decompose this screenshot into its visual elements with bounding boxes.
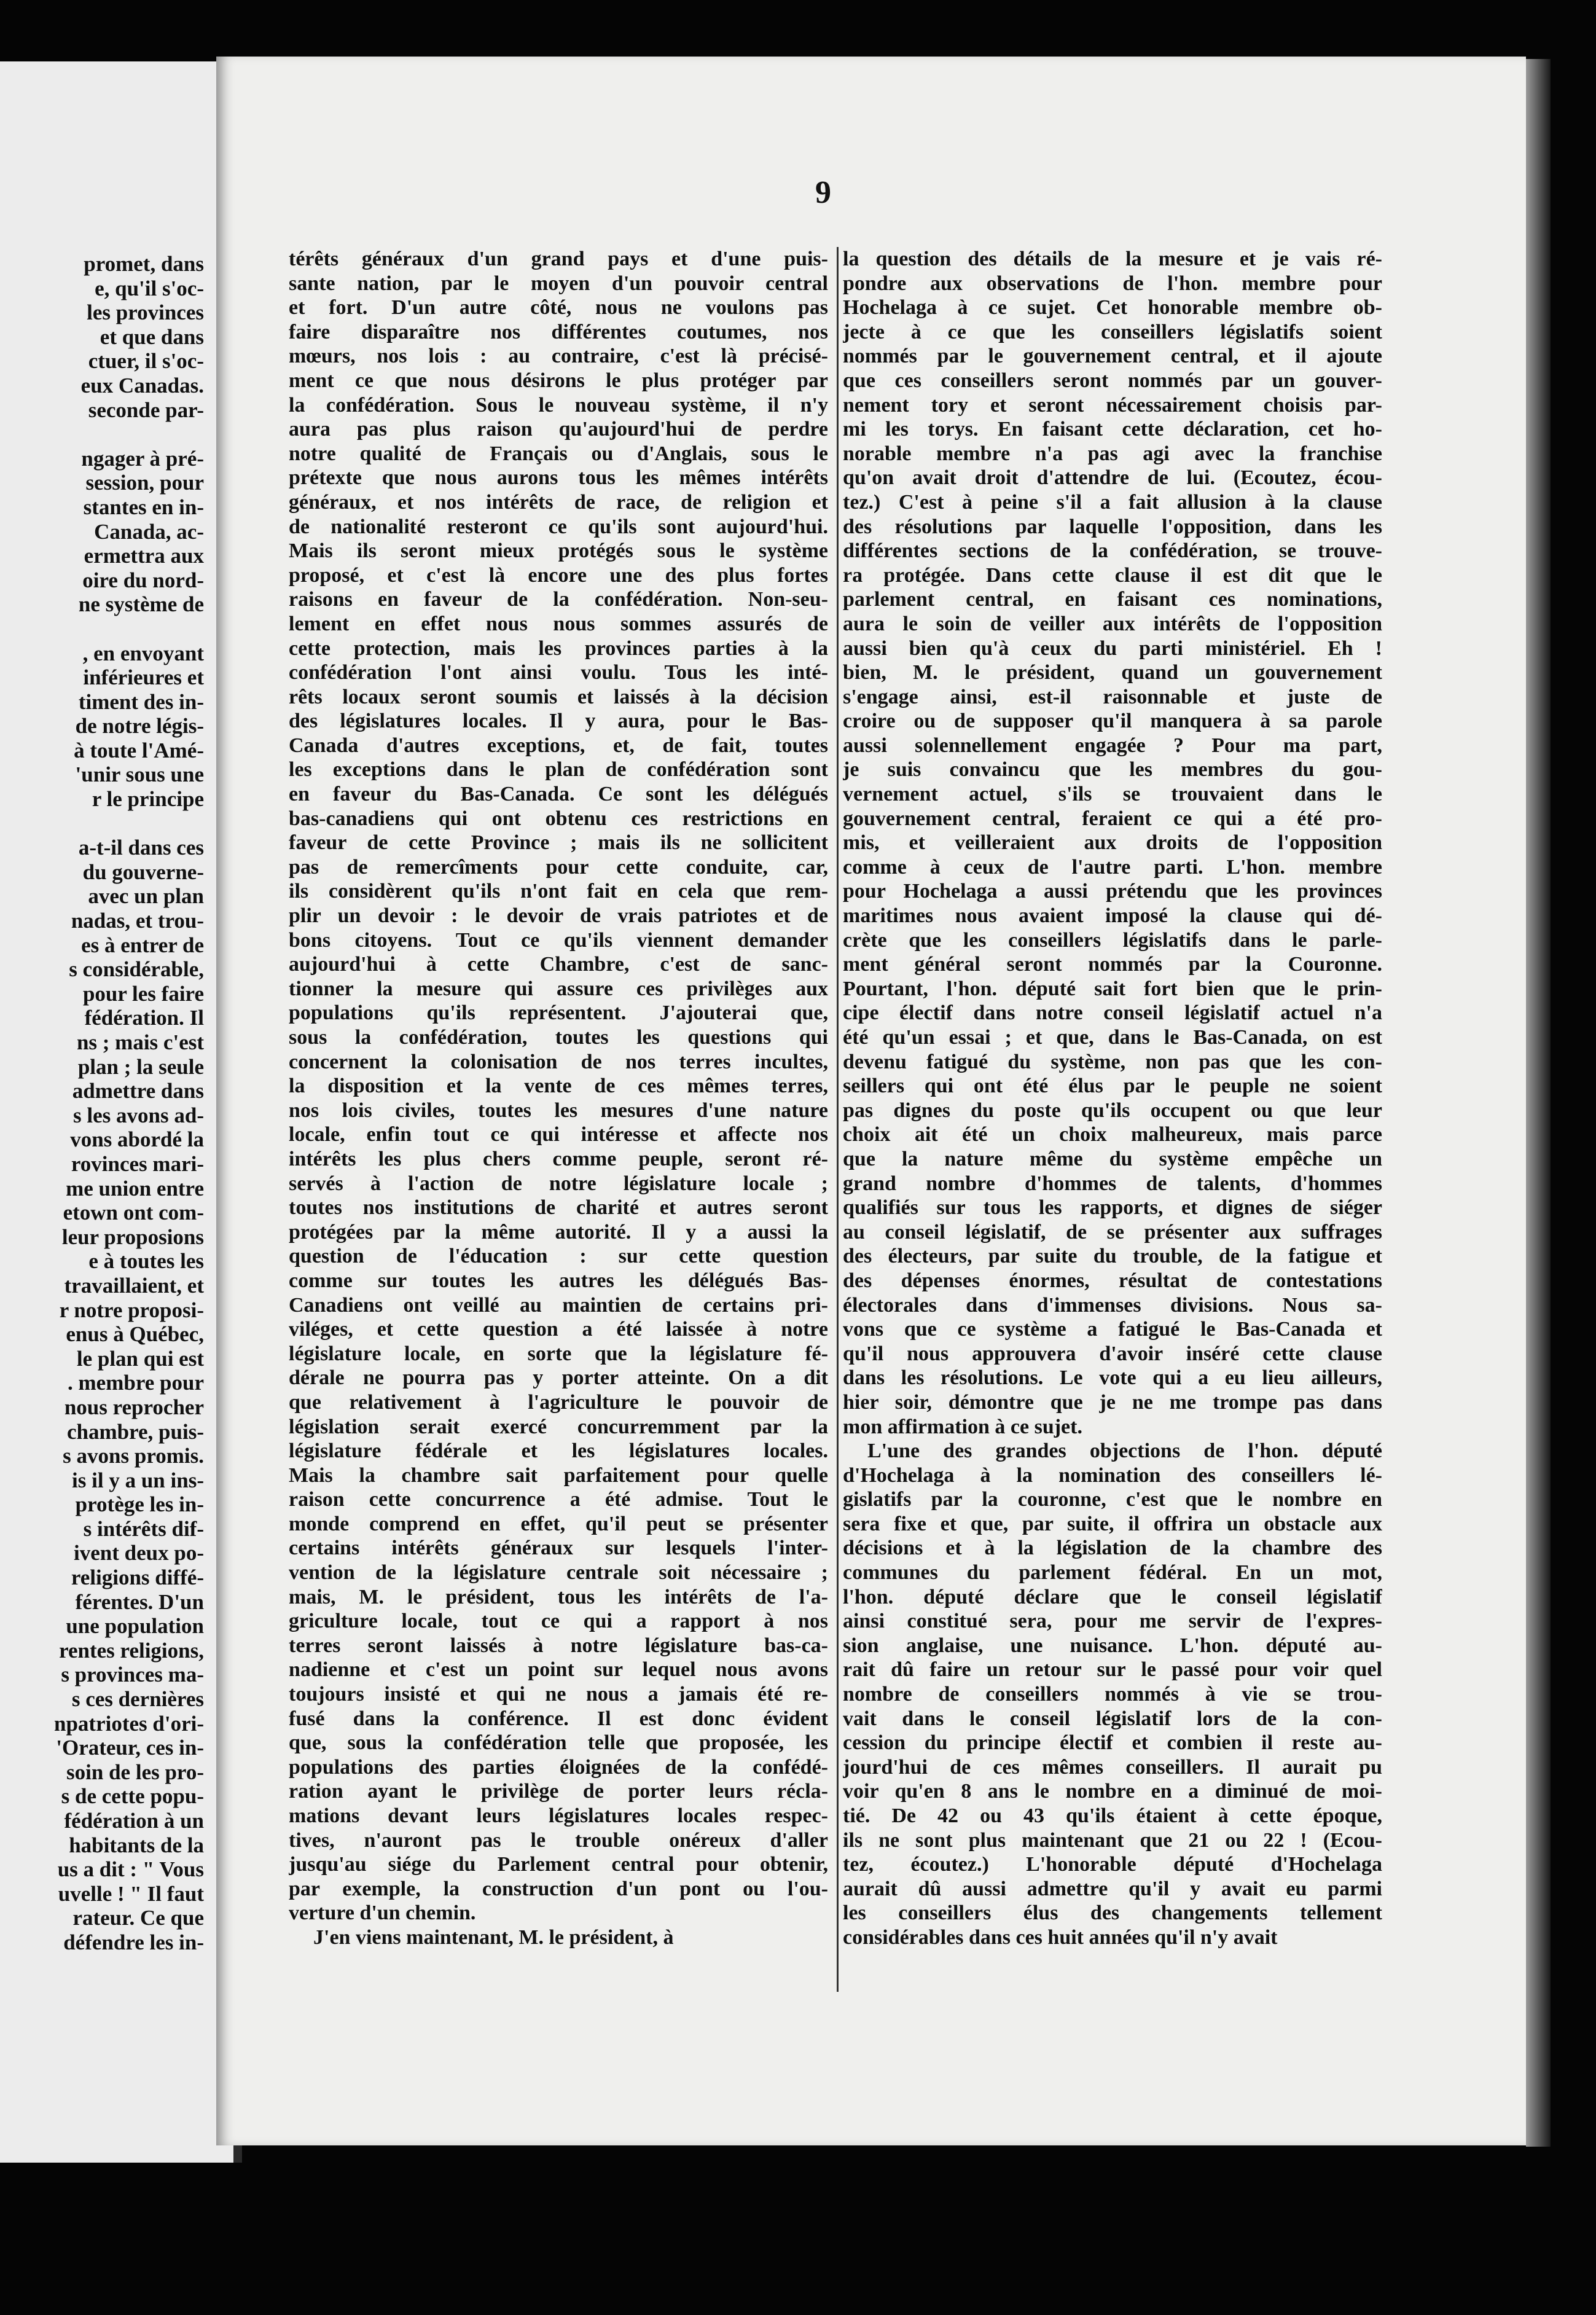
previous-page-line: s intérêts dif-	[83, 1516, 204, 1541]
text-line: qu'on avait droit d'attendre de lui. (Ecoutez, écou-	[843, 466, 1382, 490]
text-line: pondre aux observations de l'hon. membre pour	[843, 272, 1382, 295]
text-line: cipe électif dans notre conseil législatif actuel n'a	[843, 1001, 1382, 1025]
text-line: concernent la colonisation de nos terres incultes,	[289, 1050, 828, 1073]
text-line: nement tory et seront nécessairement choisis par-	[843, 393, 1382, 417]
previous-page-line: défendre les in-	[63, 1930, 204, 1954]
text-line: de nationalité resteront ce qu'ils sont aujourd'hui.	[289, 515, 828, 538]
previous-page-line: les provinces	[87, 300, 204, 325]
text-line: terres seront laissés à notre législature bas-ca-	[289, 1634, 828, 1657]
previous-page-line: soin de les pro-	[66, 1760, 204, 1784]
previous-page-line: s les avons ad-	[73, 1103, 204, 1127]
text-line: ment ce que nous désirons le plus protéger par	[289, 369, 828, 392]
page-number: 9	[815, 175, 831, 210]
previous-page-line: travaillaient, et	[64, 1273, 204, 1298]
text-line: et fort. D'un autre côté, nous ne voulons pas	[289, 296, 828, 319]
text-line: sante nation, par le moyen d'un pouvoir central	[289, 272, 828, 295]
previous-page-line: s provinces ma-	[61, 1663, 204, 1687]
previous-page-text-fragment	[1, 252, 204, 1955]
previous-page-line: fédération à un	[64, 1809, 204, 1833]
text-line: que relativement à l'agriculture le pouvoir de	[289, 1390, 828, 1414]
text-line: que ces conseillers seront nommés par un gouver-	[843, 369, 1382, 392]
text-line: viléges, et cette question a été laissée à notre	[289, 1318, 828, 1341]
text-line: confédération l'ont ainsi voulu. Tous les inté-	[289, 661, 828, 684]
previous-page-line: es à entrer de	[81, 933, 204, 957]
previous-page-line	[1, 617, 204, 641]
text-line: ration ayant le privilège de porter leurs récla-	[289, 1780, 828, 1803]
previous-page-line: ermettra aux	[84, 544, 204, 568]
text-line: en faveur du Bas-Canada. Ce sont les délégués	[289, 783, 828, 806]
previous-page-line: npatriotes d'ori-	[53, 1711, 204, 1736]
text-line: législature locale, en sorte que la législature fé-	[289, 1342, 828, 1365]
text-line: dérale ne pourra pas y porter atteinte. On a dit	[289, 1366, 828, 1390]
text-line: nadienne et c'est un point sur lequel nous avons	[289, 1658, 828, 1682]
previous-page-line: ctuer, il s'oc-	[88, 349, 204, 374]
previous-page-line: protège les in-	[75, 1492, 204, 1517]
text-line: servés à l'action de notre législature locale ;	[289, 1172, 828, 1195]
text-line: térêts généraux d'un grand pays et d'une puis-	[289, 248, 828, 270]
previous-page-line: us a dit : " Vous	[57, 1857, 204, 1882]
text-line: mi les torys. En faisant cette déclaration, cet ho-	[843, 418, 1382, 441]
right-column	[843, 247, 1382, 1950]
text-line: vernement actuel, s'ils se trouvaient dans le	[843, 783, 1382, 806]
text-line: tionner la mesure qui assure ces privilèges aux	[289, 977, 828, 1000]
previous-page-line: r le principe	[92, 787, 204, 812]
text-line: lement en effet nous nous sommes assurés de	[289, 612, 828, 635]
text-line: comme à ceux de l'autre parti. L'hon. membre	[843, 855, 1382, 879]
text-line: Hochelaga à ce sujet. Cet honorable membre ob-	[843, 296, 1382, 319]
text-line: au conseil législatif, de se présenter aux suffrages	[843, 1220, 1382, 1244]
previous-page-line: oire du nord-	[82, 568, 204, 592]
column-divider	[837, 247, 839, 1992]
previous-page-line: plan ; la seule	[77, 1054, 204, 1079]
text-line: proposé, et c'est là encore une des plus fortes	[289, 563, 828, 587]
text-line: raisons en faveur de la confédération. Non-seu-	[289, 588, 828, 611]
text-line: je suis convaincu que les membres du gou-	[843, 758, 1382, 781]
text-line: législature fédérale et les législatures locales.	[289, 1440, 828, 1463]
text-line: crète que les conseillers législatifs dans le parle-	[843, 928, 1382, 952]
text-line: croire ou de supposer qu'il manquera à sa parole	[843, 710, 1382, 733]
text-line: mais, M. le président, tous les intérêts de l'a-	[289, 1585, 828, 1608]
text-line: intérêts les plus chers comme peuple, seront ré-	[289, 1147, 828, 1170]
text-line: certains intérêts généraux sur lesquels l'inter-	[289, 1537, 828, 1560]
text-line: des électeurs, par suite du trouble, de la fatigue et	[843, 1245, 1382, 1268]
text-line: par exemple, la construction d'un pont ou l'ou-	[289, 1877, 828, 1900]
previous-page-line: s de cette popu-	[61, 1784, 204, 1809]
previous-page-line: leur proposions	[61, 1224, 204, 1249]
previous-page-line: session, pour	[85, 471, 204, 495]
text-line: aura le soin de veiller aux intérêts de l'opposition	[843, 612, 1382, 635]
text-line: la disposition et la vente de ces mêmes terres,	[289, 1075, 828, 1098]
text-line: toutes nos institutions de charité et autres seront	[289, 1196, 828, 1220]
text-line: s'engage ainsi, est-il raisonnable et juste de	[843, 685, 1382, 708]
text-line: tié. De 42 ou 43 qu'ils étaient à cette époque,	[843, 1804, 1382, 1827]
text-line: gouvernement central, feraient ce qui a été pro-	[843, 807, 1382, 830]
text-line: jourd'hui de ces mêmes conseillers. Il aurait pu	[843, 1755, 1382, 1779]
text-line: raison cette concurrence a été admise. Tout le	[289, 1488, 828, 1511]
previous-page-line: fédération. Il	[84, 1006, 204, 1030]
text-line: gislatifs par la couronne, c'est que le nombre en	[843, 1488, 1382, 1511]
text-line: des dépenses énormes, résultat de contestations	[843, 1269, 1382, 1292]
previous-page-line: eux Canadas.	[80, 373, 204, 398]
text-line: dans les résolutions. Le vote qui a eu lieu ailleurs,	[843, 1366, 1382, 1390]
text-line: monde comprend en effet, qu'il peut se présenter	[289, 1512, 828, 1535]
text-line: Mais la chambre sait parfaitement pour quelle	[289, 1463, 828, 1487]
previous-page-line	[1, 812, 204, 836]
text-line: sion anglaise, une nuisance. L'hon. député au-	[843, 1634, 1382, 1657]
previous-page-line: a-t-il dans ces	[78, 836, 204, 860]
text-line: aurait dû aussi admettre qu'il y avait eu parmi	[843, 1877, 1382, 1900]
text-line: généraux, et nos intérêts de race, de religion et	[289, 490, 828, 514]
previous-page-line: ne système de	[78, 592, 204, 617]
text-line: vention de la législature centrale soit nécessaire ;	[289, 1561, 828, 1584]
text-line: aussi bien qu'à ceux du parti ministériel. Eh !	[843, 637, 1382, 660]
text-line: rait dû faire un retour sur le passé pour voir quel	[843, 1658, 1382, 1682]
previous-page-line: ns ; mais c'est	[76, 1030, 204, 1054]
text-line: législation serait exercé concurremment par la	[289, 1415, 828, 1438]
previous-page-line: Canada, ac-	[94, 519, 204, 544]
text-line: jusqu'au siége du Parlement central pour obtenir,	[289, 1853, 828, 1876]
previous-page-line: du gouverne-	[82, 860, 204, 884]
previous-page-line: me union entre	[66, 1176, 204, 1201]
text-line: comme sur toutes les autres les délégués Bas-	[289, 1269, 828, 1292]
text-line: norable membre n'a pas agi avec la franchise	[843, 442, 1382, 465]
text-line: mœurs, nos lois : au contraire, c'est là précisé-	[289, 345, 828, 368]
text-line: choix ait été un choix malheureux, mais parce	[843, 1123, 1382, 1146]
previous-page-line: e, qu'il s'oc-	[95, 276, 204, 300]
text-line: mis, et veilleraient aux droits de l'opposition	[843, 831, 1382, 855]
text-line: sera fixe et que, par suite, il offrira un obstacle aux	[843, 1512, 1382, 1535]
text-line: tives, n'auront pas le trouble onéreux d'aller	[289, 1828, 828, 1852]
previous-page-line: e à toutes les	[88, 1249, 204, 1274]
text-line: notre qualité de Français ou d'Anglais, sous le	[289, 442, 828, 465]
text-line: mon affirmation à ce sujet.	[843, 1415, 1082, 1438]
text-line: ils considèrent qu'ils n'ont fait en cela que rem-	[289, 880, 828, 903]
text-line: faire disparaître nos différentes coutumes, nos	[289, 320, 828, 343]
previous-page-line: avec un plan	[88, 884, 204, 909]
previous-page-line: rateur. Ce que	[72, 1906, 204, 1930]
left-column	[289, 247, 828, 1950]
previous-page-line: . membre pour	[68, 1371, 204, 1395]
text-line: grand nombre d'hommes de talents, d'hommes	[843, 1172, 1382, 1195]
text-line: plir un devoir : le devoir de vrais patriotes et de	[289, 904, 828, 928]
text-line: bons citoyens. Tout ce qu'ils viennent demander	[289, 928, 828, 952]
text-line: Canada d'autres exceptions, et, de fait, toutes	[289, 734, 828, 757]
page-edge-shadow	[1526, 59, 1551, 2147]
text-line: Mais ils seront mieux protégés sous le système	[289, 539, 828, 563]
text-line: qualifiés sur tous les rapports, et dignes de siéger	[843, 1196, 1382, 1220]
previous-page-line: ivent deux po-	[74, 1541, 204, 1565]
previous-page-line: s avons promis.	[63, 1444, 204, 1468]
previous-page-line: nous reprocher	[64, 1395, 204, 1419]
text-line: jecte à ce que les conseillers législatifs soient	[843, 320, 1382, 343]
previous-page-line: rentes religions,	[59, 1638, 204, 1663]
text-line: été qu'un essai ; et que, dans le Bas-Canada, on est	[843, 1026, 1382, 1049]
text-line: considérables dans ces huit années qu'il n'y avait	[843, 1925, 1278, 1949]
previous-page-line: religions diffé-	[71, 1565, 204, 1590]
previous-page-line: is il y a un ins-	[72, 1468, 204, 1492]
text-line: la question des détails de la mesure et je vais ré-	[843, 248, 1382, 270]
text-line: décisions et à la législation de la chambre des	[843, 1537, 1382, 1560]
previous-page-line: vons abordé la	[70, 1127, 204, 1152]
text-line: sous la confédération, toutes les questions qui	[289, 1026, 828, 1049]
previous-page-line: ngager à pré-	[81, 446, 204, 471]
text-line: J'en viens maintenant, M. le président, à	[313, 1925, 674, 1949]
text-line: populations des parties éloignées de la confédé-	[289, 1755, 828, 1779]
text-line: protégées par la même autorité. Il y a aussi la	[289, 1220, 828, 1244]
text-line: d'Hochelaga à la nomination des conseillers lé-	[843, 1463, 1382, 1487]
text-line: nommés par le gouvernement central, et il ajoute	[843, 345, 1382, 368]
text-line: cette protection, mais les provinces parties à la	[289, 637, 828, 660]
text-line: tez.) C'est à peine s'il a fait allusion à la clause	[843, 490, 1382, 514]
text-line: électorales dans d'immenses divisions. Nous sa-	[843, 1293, 1382, 1317]
previous-page-line: de notre légis-	[75, 714, 204, 738]
previous-page-line: et que dans	[100, 324, 204, 349]
previous-page-line: 'Orateur, ces in-	[56, 1736, 204, 1760]
text-line: Pourtant, l'hon. député sait fort bien que le prin-	[843, 977, 1382, 1000]
previous-page-line: 'unir sous une	[75, 762, 204, 787]
text-line: pas dignes du poste qu'ils occupent ou que leur	[843, 1099, 1382, 1122]
text-line: maritimes nous avaient imposé la clause qui dé-	[843, 904, 1382, 928]
previous-page-line: s ces dernières	[71, 1687, 204, 1712]
previous-page-edge	[0, 61, 242, 2163]
text-line: devenu fatigué du système, non pas que les con-	[843, 1050, 1382, 1073]
previous-page-line: chambre, puis-	[67, 1419, 204, 1444]
text-line: mations devant leurs législatures locales respec-	[289, 1804, 828, 1827]
text-line: nombre de conseillers nommés à vie se trou-	[843, 1683, 1382, 1706]
text-line: tez, écoutez.) L'honorable député d'Hochelaga	[843, 1853, 1382, 1876]
text-line: toujours insisté et qui ne nous a jamais été re-	[289, 1683, 828, 1706]
text-line: griculture locale, tout ce qui a rapport à nos	[289, 1610, 828, 1633]
previous-page-line: , en envoyant	[82, 641, 204, 665]
text-line: locale, enfin tout ce qui intéresse et affecte nos	[289, 1123, 828, 1146]
text-line: faveur de cette Province ; mais ils ne sollicitent	[289, 831, 828, 855]
text-line: que, sous la confédération telle que proposée, les	[289, 1731, 828, 1755]
text-line: seillers qui ont été élus par le peuple ne soient	[843, 1075, 1382, 1098]
previous-page-line: férentes. D'un	[75, 1589, 204, 1614]
text-line: l'hon. député déclare que le conseil législatif	[843, 1585, 1382, 1608]
text-line: cession du principe électif et combien il reste au-	[843, 1731, 1382, 1755]
text-line: Canadiens ont veillé au maintien de certains pri-	[289, 1293, 828, 1317]
previous-page-line: admettre dans	[72, 1079, 204, 1103]
text-line: rêts locaux seront soumis et laissés à la décision	[289, 685, 828, 708]
text-line: populations qu'ils représentent. J'ajouterai que,	[289, 1001, 828, 1025]
text-line: fusé dans la conférence. Il est donc évident	[289, 1707, 828, 1730]
text-line: prétexte que nous aurons tous les mêmes intérêts	[289, 466, 828, 490]
text-line: aura pas plus raison qu'aujourd'hui de perdre	[289, 418, 828, 441]
text-line: des résolutions par laquelle l'opposition, dans les	[843, 515, 1382, 538]
text-line: L'une des grandes objections de l'hon. député	[867, 1440, 1382, 1463]
text-line: qu'il nous approuvera d'avoir inséré cette clause	[843, 1342, 1382, 1365]
text-line: pas de remercîments pour cette conduite, car,	[289, 855, 828, 879]
text-line: que la nature même du système empêche un	[843, 1147, 1382, 1170]
text-line: des législatures locales. Il y aura, pour le Bas-	[289, 710, 828, 733]
previous-page-line: enus à Québec,	[66, 1322, 204, 1347]
text-line: question de l'éducation : sur cette question	[289, 1245, 828, 1268]
text-line: aujourd'hui à cette Chambre, c'est de sanc-	[289, 953, 828, 976]
text-line: voir qu'en 8 ans le nombre en a diminué de moi-	[843, 1780, 1382, 1803]
text-line: verture d'un chemin.	[289, 1902, 476, 1925]
text-line: nos lois civiles, toutes les mesures d'une nature	[289, 1099, 828, 1122]
text-line: les exceptions dans le plan de confédération sont	[289, 758, 828, 781]
previous-page-line: timent des in-	[78, 689, 204, 714]
text-line: ra protégée. Dans cette clause il est dit que le	[843, 563, 1382, 587]
previous-page-line: nadas, et trou-	[71, 909, 204, 933]
previous-page-line: rovinces mari-	[71, 1151, 204, 1176]
previous-page-line: inférieures et	[83, 665, 204, 690]
text-line: vons que ce système a fatigué le Bas-Canada et	[843, 1318, 1382, 1341]
previous-page-line	[1, 422, 204, 447]
previous-page-line: uvelle ! " Il faut	[58, 1881, 204, 1906]
text-line: ils ne sont plus maintenant que 21 ou 22 ! (Ecou-	[843, 1828, 1382, 1852]
previous-page-line: habitants de la	[69, 1833, 204, 1857]
text-line: ainsi constitué sera, pour me servir de l'expres-	[843, 1610, 1382, 1633]
text-line: bas-canadiens qui ont obtenu ces restrictions en	[289, 807, 828, 830]
previous-page-line: seconde par-	[88, 398, 204, 422]
previous-page-line: promet, dans	[84, 252, 204, 276]
text-line: aussi solennellement engagée ? Pour ma part,	[843, 734, 1382, 757]
text-line: différentes sections de la confédération, se trouve-	[843, 539, 1382, 563]
text-line: ment général seront nommés par la Couronne.	[843, 953, 1382, 976]
text-line: communes du parlement fédéral. En un mot,	[843, 1561, 1382, 1584]
previous-page-line: etown ont com-	[63, 1201, 204, 1225]
previous-page-line: le plan qui est	[76, 1346, 204, 1371]
previous-page-line: stantes en in-	[83, 495, 204, 519]
previous-page-line: s considérable,	[69, 957, 204, 982]
text-line: pour Hochelaga a aussi prétendu que les provinces	[843, 880, 1382, 903]
previous-page-line: pour les faire	[82, 981, 204, 1006]
text-line: parlement central, en faisant ces nominations,	[843, 588, 1382, 611]
previous-page-line: une population	[66, 1614, 204, 1639]
text-line: bien, M. le président, quand un gouvernement	[843, 661, 1382, 684]
previous-page-line: r notre proposi-	[59, 1298, 204, 1322]
text-line: les conseillers élus des changements tellement	[843, 1902, 1382, 1925]
text-line: la confédération. Sous le nouveau système, il n'y	[289, 393, 828, 417]
text-line: vait dans le conseil législatif lors de la con-	[843, 1707, 1382, 1730]
previous-page-line: à toute l'Amé-	[74, 738, 204, 762]
text-line: hier soir, démontre que je ne me trompe pas dans	[843, 1390, 1382, 1414]
